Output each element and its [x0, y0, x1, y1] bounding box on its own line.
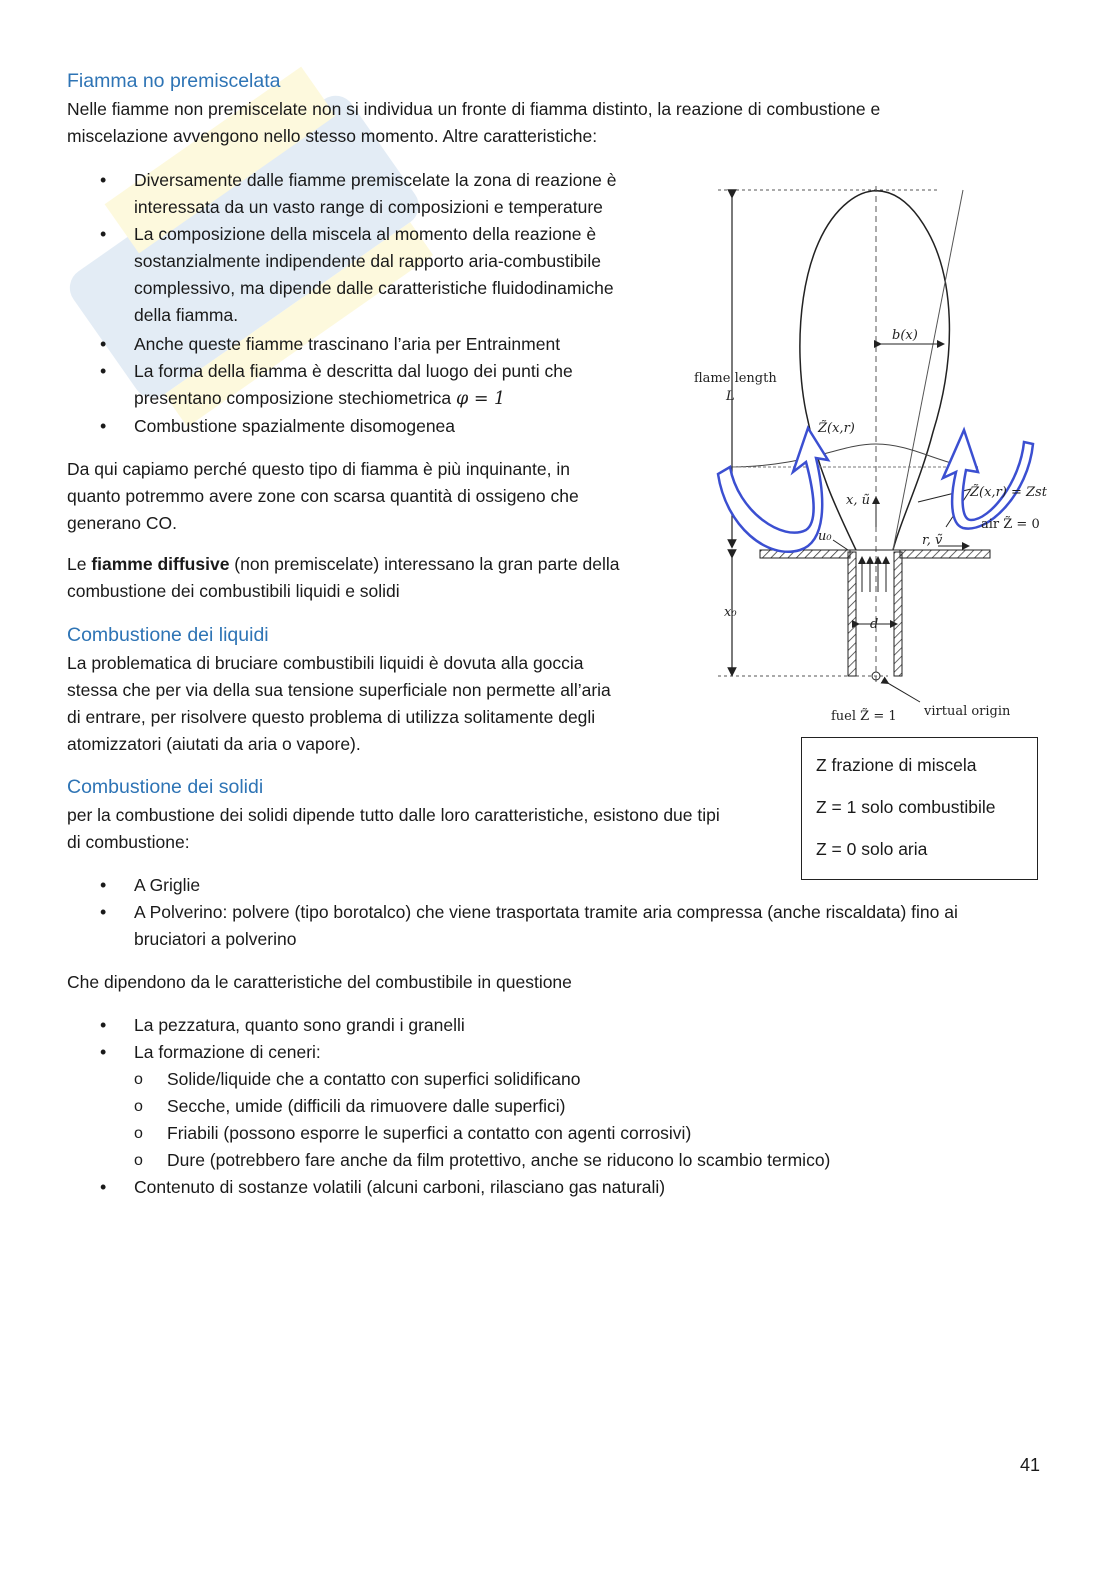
section-heading-solidi: Combustione dei solidi — [67, 776, 264, 798]
legend-line: Z = 0 solo aria — [816, 839, 928, 859]
list-item: • Anche queste fiamme trascinano l’aria per Entrainment — [100, 331, 616, 358]
paragraph-diffusive: Le fiamme diffusive (non premiscelate) interessano la gran parte della combustione dei combustibili liquidi e solidi — [67, 554, 620, 601]
phi-formula: φ = 1 — [456, 389, 506, 409]
svg-text:d: d — [870, 617, 879, 632]
intro-line-2: miscelazione avvengono nello stesso momento. Altre caratteristiche: — [67, 126, 598, 146]
svg-text:virtual origin: virtual origin — [924, 704, 1011, 719]
sub-list-item: o Secche, umide (difficili da rimuovere dalle superfici) — [134, 1093, 830, 1120]
entrainment-arrow-left — [718, 428, 828, 552]
characteristics-list — [100, 1012, 830, 1201]
svg-text:Z̃(x,r) = Zst: Z̃(x,r) = Zst — [970, 485, 1047, 500]
svg-text:x₀: x₀ — [724, 605, 737, 620]
legend-line: Z frazione di miscela — [816, 755, 977, 775]
section-heading-liquidi: Combustione dei liquidi — [67, 624, 269, 646]
list-item: • La formazione di ceneri: o Solide/liquide che a contatto con superfici solidificano o Secche, umide (difficili da rimuovere dalle superfici) o Friabili (possono esporre le superfici a contatto con agenti corrosivi) o Dure (potrebbero fare anche da film protettivo, anche se riducono lo scambio termico) — [100, 1039, 830, 1174]
svg-text:fuel Z̃ = 1: fuel Z̃ = 1 — [831, 709, 897, 724]
svg-text:r, ṽ: r, ṽ — [922, 533, 943, 548]
combustion-types-list — [100, 872, 958, 953]
paragraph-inquinante: Da qui capiamo perché questo tipo di fiamma è più inquinante, in quanto potremmo avere zone con scarsa quantità di ossigeno che generano CO. — [67, 459, 579, 533]
sub-list-item: o Friabili (possono esporre le superfici a contatto con agenti corrosivi) — [134, 1120, 830, 1147]
svg-text:u₀: u₀ — [818, 529, 832, 544]
flame-diagram — [688, 182, 1068, 732]
list-item: • A Griglie — [100, 872, 958, 899]
label-flame-length: flame length — [694, 371, 777, 386]
list-item: • Diversamente dalle fiamme premiscelate la zona di reazione è interessata da un vasto range di composizioni e temperature — [100, 167, 616, 221]
svg-text:Z̃(x,r): Z̃(x,r) — [818, 421, 855, 436]
paragraph-dipendono: Che dipendono da le caratteristiche del combustibile in questione — [67, 972, 572, 992]
svg-text:x, ũ: x, ũ — [846, 493, 870, 508]
list-item: • Combustione spazialmente disomogenea — [100, 413, 616, 440]
entrainment-arrow-right — [943, 430, 1033, 529]
legend-box — [801, 737, 1038, 880]
ash-types-sublist — [134, 1066, 830, 1174]
svg-text:L: L — [726, 389, 735, 404]
section-heading-fiamma: Fiamma no premiscelata — [67, 70, 281, 92]
page-number: 41 — [1020, 1455, 1041, 1475]
paragraph-solidi: per la combustione dei solidi dipende tutto dalle loro caratteristiche, esistono due tipi di combustione: — [67, 805, 720, 852]
list-item: • Contenuto di sostanze volatili (alcuni carboni, rilasciano gas naturali) — [100, 1174, 830, 1201]
list-item: • La pezzatura, quanto sono grandi i granelli — [100, 1012, 830, 1039]
legend-line: Z = 1 solo combustibile — [816, 797, 996, 817]
list-item: • La forma della fiamma è descritta dal luogo dei punti che presentano composizione stechiometrica φ = 1 — [100, 358, 616, 413]
paragraph-liquidi: La problematica di bruciare combustibili liquidi è dovuta alla goccia stessa che per via della sua tensione superficiale non permette all’aria di entrare, per risolvere questo problema di utilizza solitamente degli atomizzatori (aiutati da aria o vapore). — [67, 653, 611, 754]
list-item: • La composizione della miscela al momento della reazione è sostanzialmente indipendente dal rapporto aria-combustibile complessivo, ma dipende dalle caratteristiche fluidodinamiche della fiamma. — [100, 221, 616, 329]
svg-text:b(x): b(x) — [892, 328, 918, 343]
list-item: • A Polverino: polvere (tipo borotalco) che viene trasportata tramite aria compressa (anche riscaldata) fino ai bruciatori a polverino — [100, 899, 958, 953]
sub-list-item: o Dure (potrebbero fare anche da film protettivo, anche se riducono lo scambio termico) — [134, 1147, 830, 1174]
features-list — [100, 167, 616, 440]
svg-text:air Z̃ = 0: air Z̃ = 0 — [981, 517, 1040, 532]
intro-line-1: Nelle fiamme non premiscelate non si individua un fronte di fiamma distinto, la reazione di combustione e — [67, 99, 881, 119]
sub-list-item: o Solide/liquide che a contatto con superfici solidificano — [134, 1066, 830, 1093]
